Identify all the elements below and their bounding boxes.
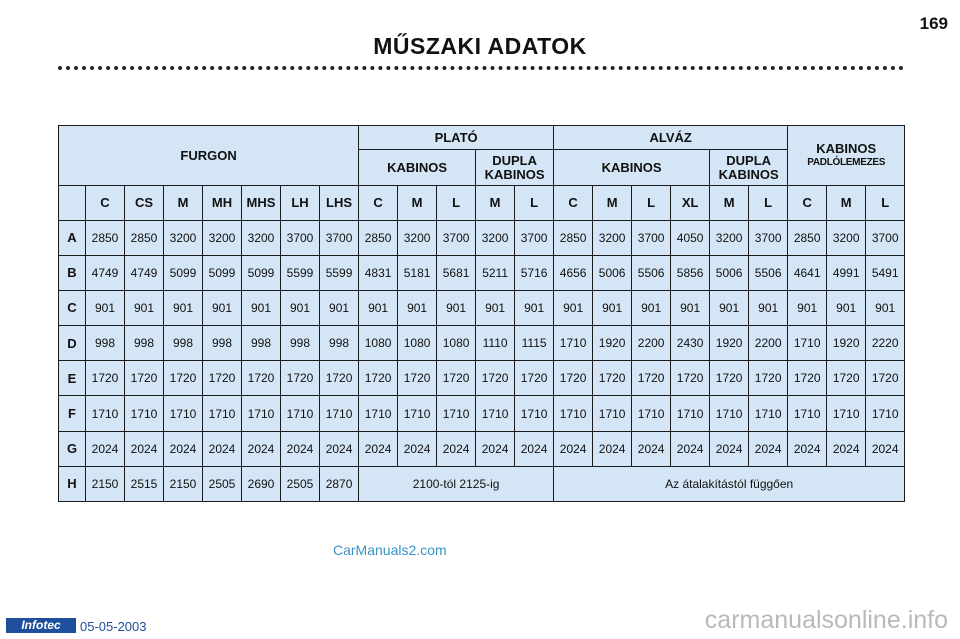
table-row (59, 326, 905, 361)
table-cell: 5856 (671, 255, 710, 290)
table-cell: 998 (164, 326, 203, 361)
table-cell: 4749 (86, 255, 125, 290)
row-label: F (59, 396, 86, 431)
alvaz-dupla-line2: KABINOS (718, 166, 779, 182)
table-cell: 2024 (710, 431, 749, 466)
table-cell: 901 (554, 290, 593, 325)
table-cell: 998 (86, 326, 125, 361)
title-divider (58, 66, 904, 70)
table-cell: 2150 (86, 466, 125, 501)
table-cell: 2200 (632, 326, 671, 361)
table-cell: 1710 (164, 396, 203, 431)
plato-dupla-line1: DUPLA (492, 152, 537, 168)
table-cell: 2024 (515, 431, 554, 466)
table-cell: 901 (710, 290, 749, 325)
table-cell: 1710 (86, 396, 125, 431)
table-cell: 1710 (281, 396, 320, 431)
table-cell: 3700 (437, 220, 476, 255)
group-header-plato: PLATÓ (359, 126, 554, 150)
column-header: C (359, 186, 398, 220)
table-cell: 3200 (242, 220, 281, 255)
table-cell: 3700 (866, 220, 905, 255)
table-cell: 901 (125, 290, 164, 325)
table-cell: 1710 (632, 396, 671, 431)
column-header: L (749, 186, 788, 220)
corner-cell (59, 186, 86, 220)
table-cell: 2850 (86, 220, 125, 255)
table-cell: 2024 (866, 431, 905, 466)
subgroup-header-alvaz-dupla-kabinos (710, 150, 788, 186)
row-label: B (59, 255, 86, 290)
table-cell: 2850 (788, 220, 827, 255)
column-header: L (866, 186, 905, 220)
table-cell: 3700 (749, 220, 788, 255)
group-header-alvaz: ALVÁZ (554, 126, 788, 150)
table-cell: 4991 (827, 255, 866, 290)
column-header: M (710, 186, 749, 220)
table-cell: 5491 (866, 255, 905, 290)
table-cell: 1720 (320, 361, 359, 396)
table-cell: 2505 (203, 466, 242, 501)
table-cell: 3200 (827, 220, 866, 255)
table-cell: 2150 (164, 466, 203, 501)
row-label: E (59, 361, 86, 396)
table-cell: 4749 (125, 255, 164, 290)
table-cell: 1710 (866, 396, 905, 431)
table-cell: 2024 (554, 431, 593, 466)
table-cell: 5211 (476, 255, 515, 290)
table-cell: 2850 (125, 220, 164, 255)
table-cell: 5006 (710, 255, 749, 290)
table-cell: 901 (476, 290, 515, 325)
table-cell: 901 (359, 290, 398, 325)
table-cell: 1710 (242, 396, 281, 431)
table-cell: 5599 (320, 255, 359, 290)
table-cell: 2024 (671, 431, 710, 466)
table-cell: 1710 (554, 396, 593, 431)
table-cell: 1710 (671, 396, 710, 431)
table-cell: 2024 (476, 431, 515, 466)
column-header: M (827, 186, 866, 220)
column-header: LHS (320, 186, 359, 220)
table-cell: 2024 (398, 431, 437, 466)
kabinos-padlo-line2: PADLÓLEMEZES (807, 156, 886, 168)
table-cell: 1920 (593, 326, 632, 361)
row-label: D (59, 326, 86, 361)
table-cell: 2024 (125, 431, 164, 466)
table-cell: 3700 (281, 220, 320, 255)
table-cell: 998 (203, 326, 242, 361)
footer-date: 05-05-2003 (80, 619, 147, 634)
table-cell: 2690 (242, 466, 281, 501)
table-cell: 1710 (827, 396, 866, 431)
table-cell: 2024 (242, 431, 281, 466)
table-cell: 1710 (320, 396, 359, 431)
table-cell: 3200 (164, 220, 203, 255)
table-cell: 1710 (437, 396, 476, 431)
table-cell: 2870 (320, 466, 359, 501)
table-cell: 1115 (515, 326, 554, 361)
plato-merged-cell: 2100-tól 2125-ig (359, 466, 554, 501)
table-cell: 5099 (203, 255, 242, 290)
table-cell: 901 (203, 290, 242, 325)
table-cell: 2505 (281, 466, 320, 501)
subgroup-header-plato-dupla-kabinos (476, 150, 554, 186)
table-cell: 2024 (320, 431, 359, 466)
subgroup-header-alvaz-kabinos: KABINOS (554, 150, 710, 186)
table-cell: 1720 (749, 361, 788, 396)
table-cell: 1720 (827, 361, 866, 396)
group-header-furgon: FURGON (59, 126, 359, 186)
table-cell: 1710 (593, 396, 632, 431)
table-cell: 2024 (359, 431, 398, 466)
table-cell: 2024 (86, 431, 125, 466)
table-cell: 901 (827, 290, 866, 325)
table-cell: 2024 (203, 431, 242, 466)
column-header-row (59, 186, 905, 220)
column-header: C (86, 186, 125, 220)
column-header: M (476, 186, 515, 220)
infotec-logo: Infotec (6, 618, 76, 633)
table-cell: 3700 (320, 220, 359, 255)
table-cell: 3200 (476, 220, 515, 255)
table-cell: 2850 (359, 220, 398, 255)
table-cell: 901 (86, 290, 125, 325)
table-cell: 1720 (632, 361, 671, 396)
carmanualsonline-watermark[interactable]: carmanualsonline.info (704, 606, 948, 634)
table-cell: 3200 (398, 220, 437, 255)
table-cell: 1920 (710, 326, 749, 361)
column-header: L (515, 186, 554, 220)
column-header: C (788, 186, 827, 220)
page-title: MŰSZAKI ADATOK (373, 33, 587, 59)
column-header: M (164, 186, 203, 220)
subgroup-header-kabinos-padlolemezes (788, 126, 905, 186)
table-cell: 5681 (437, 255, 476, 290)
table-cell: 1710 (710, 396, 749, 431)
table-cell: 1710 (749, 396, 788, 431)
page-number: 169 (919, 14, 948, 33)
table-cell: 1710 (554, 326, 593, 361)
table-cell: 1710 (125, 396, 164, 431)
table-cell: 901 (437, 290, 476, 325)
table-cell: 5099 (242, 255, 281, 290)
table-cell: 2024 (164, 431, 203, 466)
table-cell: 5006 (593, 255, 632, 290)
row-label: H (59, 466, 86, 501)
table-cell: 998 (242, 326, 281, 361)
table-cell: 1080 (437, 326, 476, 361)
table-cell: 901 (320, 290, 359, 325)
table-cell: 1720 (866, 361, 905, 396)
table-row (59, 290, 905, 325)
table-cell: 1720 (476, 361, 515, 396)
table-row (59, 255, 905, 290)
subgroup-header-plato-kabinos: KABINOS (359, 150, 476, 186)
table-cell: 1710 (203, 396, 242, 431)
column-header: M (398, 186, 437, 220)
table-cell: 2430 (671, 326, 710, 361)
table-cell: 1720 (554, 361, 593, 396)
table-cell: 1720 (242, 361, 281, 396)
table-cell: 901 (593, 290, 632, 325)
table-cell: 5716 (515, 255, 554, 290)
table-cell: 1080 (398, 326, 437, 361)
table-cell: 5599 (281, 255, 320, 290)
table-cell: 3700 (515, 220, 554, 255)
table-cell: 1080 (359, 326, 398, 361)
table-cell: 901 (788, 290, 827, 325)
table-cell: 2024 (632, 431, 671, 466)
table-cell: 1720 (593, 361, 632, 396)
table-cell: 901 (671, 290, 710, 325)
table-cell: 1710 (476, 396, 515, 431)
kabinos-padlo-line1: KABINOS (816, 140, 877, 156)
alvaz-merged-cell: Az átalakítástól függően (554, 466, 905, 501)
table-cell: 998 (281, 326, 320, 361)
table-cell: 5099 (164, 255, 203, 290)
table-cell: 1710 (398, 396, 437, 431)
table-cell: 1710 (359, 396, 398, 431)
column-header: C (554, 186, 593, 220)
table-cell: 1720 (125, 361, 164, 396)
table-cell: 1710 (515, 396, 554, 431)
table-cell: 901 (398, 290, 437, 325)
row-label: G (59, 431, 86, 466)
table-cell: 1720 (437, 361, 476, 396)
table-cell: 3200 (203, 220, 242, 255)
table-cell: 5506 (749, 255, 788, 290)
table-cell: 4641 (788, 255, 827, 290)
table-cell: 901 (866, 290, 905, 325)
table-cell: 3200 (710, 220, 749, 255)
carmanuals-watermark[interactable]: CarManuals2.com (333, 542, 447, 558)
table-row (59, 431, 905, 466)
table-row (59, 361, 905, 396)
table-cell: 2200 (749, 326, 788, 361)
table-cell: 1720 (515, 361, 554, 396)
table-cell: 5181 (398, 255, 437, 290)
row-label: C (59, 290, 86, 325)
column-header: L (632, 186, 671, 220)
column-header: MH (203, 186, 242, 220)
table-cell: 1720 (788, 361, 827, 396)
table-row (59, 220, 905, 255)
table-cell: 4831 (359, 255, 398, 290)
table-cell: 2024 (593, 431, 632, 466)
table-cell: 1920 (827, 326, 866, 361)
plato-dupla-line2: KABINOS (484, 166, 545, 182)
table-cell: 998 (125, 326, 164, 361)
table-cell: 4050 (671, 220, 710, 255)
table-cell: 1720 (671, 361, 710, 396)
table-cell: 5506 (632, 255, 671, 290)
table-row (59, 396, 905, 431)
column-header: L (437, 186, 476, 220)
table-cell: 1720 (398, 361, 437, 396)
table-cell: 1710 (788, 396, 827, 431)
table-cell: 1710 (788, 326, 827, 361)
technical-data-table (58, 125, 905, 502)
column-header: M (593, 186, 632, 220)
table-cell: 2850 (554, 220, 593, 255)
column-header: XL (671, 186, 710, 220)
table-cell: 1720 (710, 361, 749, 396)
table-cell: 4656 (554, 255, 593, 290)
alvaz-dupla-line1: DUPLA (726, 152, 772, 168)
table-cell: 998 (320, 326, 359, 361)
table-cell: 1720 (359, 361, 398, 396)
column-header: CS (125, 186, 164, 220)
table-cell: 2024 (788, 431, 827, 466)
column-header: MHS (242, 186, 281, 220)
table-cell: 1720 (86, 361, 125, 396)
table-cell: 2220 (866, 326, 905, 361)
table-cell: 901 (632, 290, 671, 325)
table-cell: 2024 (827, 431, 866, 466)
table-cell: 2515 (125, 466, 164, 501)
table-cell: 3200 (593, 220, 632, 255)
table-cell: 901 (281, 290, 320, 325)
table-cell: 1720 (281, 361, 320, 396)
table-cell: 2024 (749, 431, 788, 466)
table-cell: 1110 (476, 326, 515, 361)
table-cell: 901 (164, 290, 203, 325)
column-header: LH (281, 186, 320, 220)
table-cell: 901 (749, 290, 788, 325)
table-cell: 2024 (281, 431, 320, 466)
table-row (59, 466, 905, 501)
table-cell: 3700 (632, 220, 671, 255)
table-cell: 1720 (203, 361, 242, 396)
table-cell: 2024 (437, 431, 476, 466)
row-label: A (59, 220, 86, 255)
table-cell: 901 (515, 290, 554, 325)
table-cell: 1720 (164, 361, 203, 396)
table-cell: 901 (242, 290, 281, 325)
